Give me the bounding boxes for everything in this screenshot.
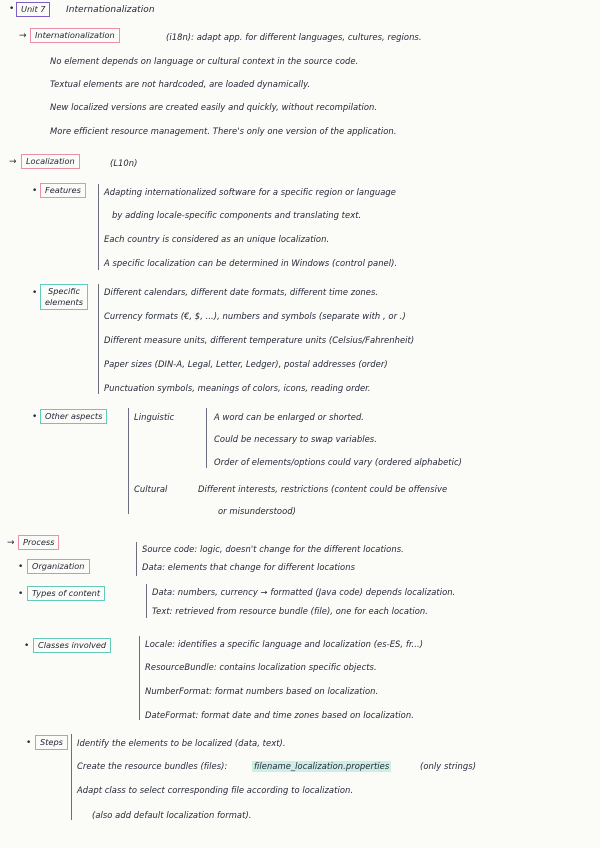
bullet-marker: •: [32, 186, 38, 196]
types-of-content-label-text: Types of content: [32, 588, 101, 598]
specific-label-line1: Specific: [48, 286, 81, 296]
organization-line-2: Data: elements that change for different locations: [142, 562, 356, 572]
features-line-2: by adding locale-specific components and translating text.: [112, 210, 362, 220]
linguistic-label: Linguistic: [134, 412, 175, 422]
organization-line-1: Source code: logic, doesn't change for the different locations.: [142, 544, 404, 554]
specific-label-line2: elements: [45, 297, 84, 307]
linguistic-line-1: A word can be enlarged or shorted.: [214, 412, 365, 422]
types-of-content-label: [27, 586, 105, 601]
types-line-2: Text: retrieved from resource bundle (file), one for each location.: [152, 606, 428, 616]
unit-title: Internationalization: [66, 5, 155, 15]
term-internationalization: [30, 28, 120, 43]
arrow-marker: →: [9, 157, 17, 167]
i18n-definition: (i18n): adapt app. for different languages, cultures, regions.: [166, 32, 422, 42]
i18n-bullet-3: New localized versions are created easily and quickly, without recompilation.: [50, 102, 378, 112]
arrow-marker: →: [19, 31, 27, 41]
specific-line-2: Currency formats (€, $, ...), numbers and symbols (separate with , or .): [104, 311, 406, 321]
features-bracket: [98, 184, 99, 270]
features-label: [40, 183, 86, 198]
i18n-bullet-4: More efficient resource management. There's only one version of the application.: [50, 126, 397, 136]
features-label-text: Features: [45, 185, 81, 195]
organization-label-text: Organization: [32, 561, 85, 571]
classes-line-3: NumberFormat: format numbers based on localization.: [145, 686, 379, 696]
unit-label: [16, 2, 50, 17]
bullet-marker: •: [24, 641, 30, 651]
linguistic-line-2: Could be necessary to swap variables.: [214, 434, 377, 444]
features-line-3: Each country is considered as an unique localization.: [104, 234, 330, 244]
bullet-marker: •: [32, 412, 38, 422]
i18n-bullet-1: No element depends on language or cultural context in the source code.: [50, 56, 359, 66]
term-internationalization-text: Internationalization: [35, 30, 115, 40]
process-label-text: Process: [23, 537, 55, 547]
classes-line-2: ResourceBundle: contains localization specific objects.: [145, 662, 377, 672]
steps-line-3: Adapt class to select corresponding file according to localization.: [77, 785, 354, 795]
organization-bracket: [136, 542, 137, 576]
steps-line-1: Identify the elements to be localized (data, text).: [77, 738, 286, 748]
cultural-label: Cultural: [134, 484, 168, 494]
bullet-marker: •: [32, 288, 38, 298]
other-aspects-label-text: Other aspects: [45, 411, 103, 421]
term-localization: [21, 154, 80, 169]
arrow-marker: →: [7, 538, 15, 548]
process-label: [18, 535, 59, 550]
i18n-bullet-2: Textual elements are not hardcoded, are loaded dynamically.: [50, 79, 311, 89]
specific-line-4: Paper sizes (DIN-A, Legal, Letter, Ledger), postal addresses (order): [104, 359, 388, 369]
classes-line-1: Locale: identifies a specific language and localization (es-ES, fr...): [145, 639, 424, 649]
specific-line-5: Punctuation symbols, meanings of colors, icons, reading order.: [104, 383, 371, 393]
organization-label: [27, 559, 90, 574]
steps-label: [35, 735, 68, 750]
term-localization-text: Localization: [26, 156, 75, 166]
steps-line-2c: (only strings): [420, 761, 477, 771]
linguistic-bracket: [206, 408, 207, 468]
steps-line-2b: filename_localization.properties: [254, 761, 390, 771]
specific-line-1: Different calendars, different date formats, different time zones.: [104, 287, 379, 297]
specific-line-3: Different measure units, different temperature units (Celsius/Fahrenheit): [104, 335, 415, 345]
classes-bracket: [139, 636, 140, 720]
linguistic-line-3: Order of elements/options could vary (ordered alphabetic): [214, 457, 462, 467]
specific-elements-label: [40, 284, 88, 310]
cultural-line-2: or misunderstood): [218, 506, 296, 516]
other-aspects-bracket: [128, 408, 129, 514]
cultural-line-1: Different interests, restrictions (content could be offensive: [198, 484, 448, 494]
features-line-4: A specific localization can be determined in Windows (control panel).: [104, 258, 398, 268]
classes-line-4: DateFormat: format date and time zones based on localization.: [145, 710, 414, 720]
steps-line-4: (also add default localization format).: [92, 810, 252, 820]
unit-label-text: Unit 7: [21, 4, 46, 14]
steps-line-2a: Create the resource bundles (files):: [77, 761, 228, 771]
other-aspects-label: [40, 409, 107, 424]
localization-abbr: (L10n): [110, 158, 138, 168]
classes-involved-label: [33, 638, 111, 653]
bullet-marker: •: [18, 562, 24, 572]
types-line-1: Data: numbers, currency → formatted (Java code) depends localization.: [152, 587, 456, 597]
bullet-marker: •: [18, 589, 24, 599]
features-line-1: Adapting internationalized software for a specific region or language: [104, 187, 396, 197]
bullet-marker: •: [9, 4, 15, 14]
steps-label-text: Steps: [40, 737, 63, 747]
classes-involved-label-text: Classes involved: [38, 640, 107, 650]
types-bracket: [146, 584, 147, 618]
bullet-marker: •: [26, 738, 32, 748]
steps-bracket: [71, 734, 72, 820]
specific-bracket: [98, 284, 99, 394]
